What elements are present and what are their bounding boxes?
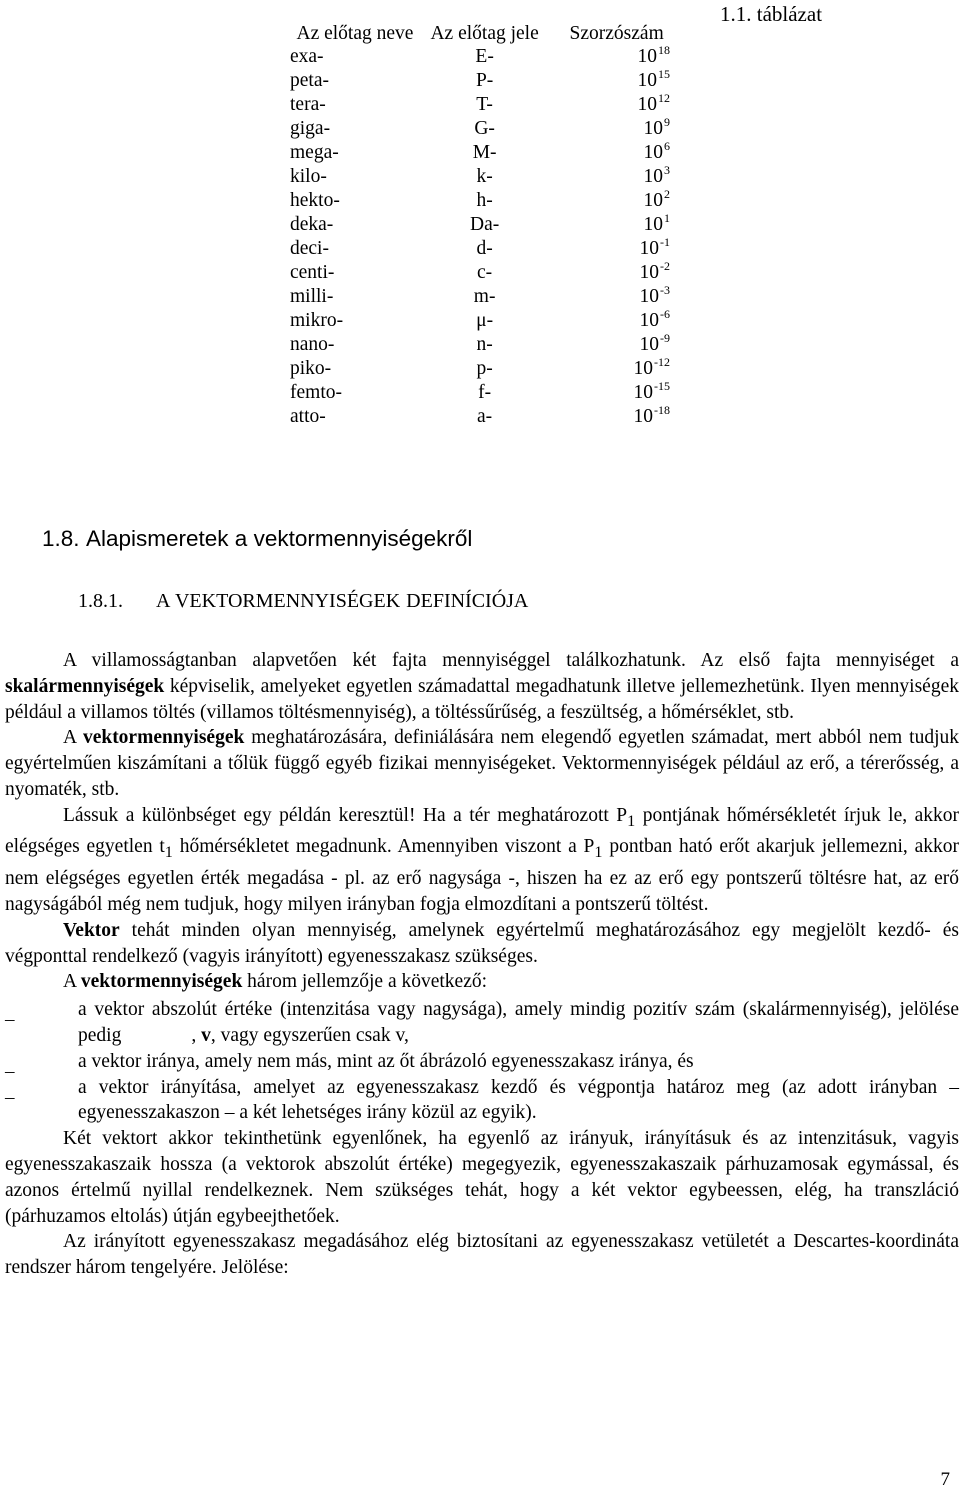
prefix-symbol: G-	[474, 118, 495, 139]
p3-subscript-1: 1	[627, 811, 636, 830]
prefix-symbol: k-	[476, 166, 493, 187]
b3-text: a vektor irányítása, amelyet az egyenesszakasz kezdő és végpontja határoz meg (az adott irányban – egyenesszakaszon – a két lehetséges irány közül az egyik).	[78, 1076, 959, 1124]
multiplier-exponent: 15	[658, 67, 670, 81]
prefix-symbol: c-	[477, 262, 493, 283]
prefix-multiplier	[549, 357, 684, 381]
b1-text-a: a vektor abszolút értéke (intenzitása vagy nagysága), amely mindig pozitív szám (skalármennyiség), jelölése pedig	[78, 999, 959, 1046]
section-title: Alapismeretek a vektormennyiségekről	[86, 526, 473, 551]
prefix-multiplier	[549, 285, 684, 309]
multiplier-base: 10	[633, 406, 653, 427]
b1-text-c: , vagy egyszerűen csak v,	[210, 1024, 409, 1046]
prefix-multiplier	[549, 93, 684, 117]
prefix-table-body	[278, 45, 684, 429]
multiplier-exponent: -3	[660, 283, 670, 297]
multiplier-exponent: 1	[664, 211, 670, 225]
p5-text-a: A	[63, 971, 81, 993]
prefix-name: piko-	[290, 358, 332, 379]
b1-vector-symbol: v	[201, 1024, 211, 1046]
table-row	[278, 381, 684, 405]
multiplier-exponent: 6	[664, 139, 670, 153]
multiplier-exponent: -2	[660, 259, 670, 273]
list-item	[5, 997, 959, 1049]
table-row	[278, 117, 684, 141]
table-row	[278, 141, 684, 165]
multiplier-exponent: -1	[660, 235, 670, 249]
multiplier-base: 10	[633, 382, 653, 403]
p3-subscript-3: 1	[594, 843, 603, 862]
prefix-name: giga-	[290, 118, 331, 139]
prefix-symbol: m-	[473, 286, 496, 307]
p3-subscript-2: 1	[164, 843, 173, 862]
header-prefix-name: Az előtag neve	[296, 23, 414, 44]
multiplier-base: 10	[643, 214, 663, 235]
prefix-symbol: a-	[477, 406, 493, 427]
prefix-multiplier	[549, 381, 684, 405]
multiplier-base: 10	[639, 310, 659, 331]
p1-term-scalar: skalármennyiségek	[5, 675, 165, 697]
p4-text-b: tehát minden olyan mennyiség, amelynek egyértelmű meghatározásához egy megjelölt kezdő- és végponttal rendelkező (vagyis irányított) egyenesszakasz szükséges.	[5, 919, 959, 967]
multiplier-exponent: -12	[654, 355, 670, 369]
table-header-row	[278, 22, 684, 45]
subsection-heading	[78, 590, 528, 613]
bullet-dash: –	[5, 1086, 15, 1108]
table-row	[278, 93, 684, 117]
multiplier-base: 10	[637, 70, 657, 91]
prefix-multiplier	[549, 237, 684, 261]
b2-text: a vektor iránya, amely nem más, mint az őt ábrázoló egyenesszakasz iránya, és	[78, 1050, 694, 1072]
table-row	[278, 165, 684, 189]
multiplier-exponent: -9	[660, 331, 670, 345]
table-row	[278, 45, 684, 69]
multiplier-base: 10	[633, 358, 653, 379]
prefix-multiplier	[549, 117, 684, 141]
multiplier-exponent: 3	[664, 163, 670, 177]
table-row	[278, 237, 684, 261]
prefix-multiplier	[549, 405, 684, 429]
prefix-name: hekto-	[290, 190, 340, 211]
multiplier-base: 10	[643, 118, 663, 139]
prefix-multiplier	[549, 69, 684, 93]
p2-text-a: A	[63, 727, 83, 749]
prefix-name: deka-	[290, 214, 334, 235]
multiplier-base: 10	[643, 166, 663, 187]
list-item	[5, 1075, 959, 1127]
table-row	[278, 285, 684, 309]
prefix-name: tera-	[290, 94, 326, 115]
p1-text-c: képviselik, amelyeket egyetlen számadattal megadhatunk illetve jellemezhetünk. Ilyen mennyiségek például a villamos töltés (villamos töltésmennyiség), a töltéssűrűség, a feszültség, a hőmérséklet, stb.	[5, 675, 959, 723]
multiplier-base: 10	[637, 46, 657, 67]
p3-text-d: pontban ható erőt akarjuk jellemezni, akkor nem elégséges egyetlen érték megadása - pl. az erő nagysága -, hiszen ha ez az erő egy pontszerű töltésre hat, az erő nagyságából még nem tudjuk, hogy milyen irányban fogja elmozdítani a pontszerű töltést.	[5, 836, 959, 915]
subsection-number: 1.8.1.	[78, 590, 123, 612]
paragraph-3	[5, 803, 959, 918]
paragraph-1	[5, 648, 959, 725]
prefix-name: mega-	[290, 142, 339, 163]
subsection-title: A VEKTORMENNYISÉGEK DEFINÍCIÓJA	[156, 590, 529, 612]
prefix-name: nano-	[290, 334, 335, 355]
multiplier-exponent: 18	[658, 43, 670, 57]
p4-term-vector: Vektor	[63, 919, 120, 941]
table-row	[278, 405, 684, 429]
p5-text-c: három jellemzője a következő:	[242, 971, 488, 993]
prefix-name: deci-	[290, 238, 329, 259]
b1-text-b: ,	[191, 1024, 202, 1046]
header-prefix-symbol: Az előtag jele	[430, 23, 539, 44]
p3-text-c: hőmérsékletet megadnunk. Amennyiben viszont a P	[172, 836, 595, 858]
multiplier-base: 10	[639, 238, 659, 259]
prefix-symbol: n-	[476, 334, 493, 355]
table-row	[278, 189, 684, 213]
prefix-symbol: f-	[478, 382, 492, 403]
table-row	[278, 357, 684, 381]
prefix-symbol: M-	[472, 142, 497, 163]
list-item	[5, 1049, 959, 1082]
table-row	[278, 69, 684, 93]
prefix-multiplier	[549, 45, 684, 69]
paragraph-7: Az irányított egyenesszakasz megadásához elég biztosítani az egyenesszakasz vetületét a Descartes-koordináta rendszer három tengelyére. Jelölése:	[5, 1231, 959, 1279]
multiplier-base: 10	[639, 262, 659, 283]
page-number: 7	[940, 1469, 950, 1490]
multiplier-exponent: -18	[654, 403, 670, 417]
p2-text-c: meghatározására, definiálására nem elegendő egyetlen számadat, mert abból nem tudjuk egyértelműen kiszámítani a tőlük függő egyéb fizikai mennyiségeket. Vektormennyiségek például az erő, a térerősség, a nyomaték, stb.	[5, 727, 959, 800]
prefix-multiplier	[549, 333, 684, 357]
prefix-name: exa-	[290, 46, 324, 67]
prefix-name: femto-	[290, 382, 342, 403]
multiplier-base: 10	[639, 334, 659, 355]
multiplier-base: 10	[639, 286, 659, 307]
section-heading	[42, 526, 472, 552]
paragraph-2	[5, 725, 959, 802]
multiplier-exponent: 9	[664, 115, 670, 129]
multiplier-exponent: -6	[660, 307, 670, 321]
prefix-symbol: d-	[476, 238, 493, 259]
p5-term-vector: vektormennyiségek	[80, 971, 243, 993]
prefix-name: centi-	[290, 262, 335, 283]
prefix-symbol: E-	[475, 46, 494, 67]
paragraph-5	[5, 969, 959, 995]
body-text	[5, 648, 959, 1281]
vector-properties-list	[5, 997, 959, 1126]
table-caption: 1.1. táblázat	[720, 2, 823, 26]
p2-term-vector: vektormennyiségek	[82, 727, 245, 749]
prefix-symbol: h-	[476, 190, 493, 211]
prefix-symbol: T-	[476, 94, 493, 115]
table-row	[278, 309, 684, 333]
prefix-multiplier	[549, 261, 684, 285]
p3-text-a: Lássuk a különbséget egy példán keresztül! Ha a tér meghatározott P	[63, 804, 628, 826]
multiplier-base: 10	[637, 94, 657, 115]
multiplier-exponent: 2	[664, 187, 670, 201]
prefix-multiplier	[549, 213, 684, 237]
multiplier-base: 10	[643, 190, 663, 211]
prefix-multiplier	[549, 189, 684, 213]
header-multiplier: Szorzószám	[569, 23, 664, 44]
p1-text-a: A villamosságtanban alapvetően két fajta mennyiséggel találkozhatunk. Az első fajta mennyiséget a	[63, 650, 959, 671]
prefix-name: atto-	[290, 406, 326, 427]
p3-text-b: pontjának hőmérsékletét írjuk le, akkor elégséges egyetlen t	[5, 804, 959, 858]
prefix-name: mikro-	[290, 310, 344, 331]
paragraph-4	[5, 918, 959, 970]
prefix-symbol: μ-	[476, 310, 494, 331]
prefix-symbol: p-	[476, 358, 493, 379]
prefix-multiplier	[549, 309, 684, 333]
multiplier-exponent: 12	[658, 91, 670, 105]
bullet-dash: –	[5, 1060, 15, 1082]
prefix-table	[278, 22, 684, 429]
multiplier-exponent: -15	[654, 379, 670, 393]
table-row	[278, 261, 684, 285]
prefix-name: kilo-	[290, 166, 327, 187]
section-number: 1.8.	[42, 526, 80, 551]
bullet-dash: –	[5, 1009, 15, 1031]
multiplier-base: 10	[643, 142, 663, 163]
paragraph-6: Két vektort akkor tekinthetünk egyenlőnek, ha egyenlő az irányuk, irányításuk és az intenzitásuk, vagyis egyenesszakaszaik hossza (a vektorok abszolút értéke) megegyezik, egyenesszakaszaik párhuzamosak egymással, és azonos értelmű nyillal rendelkeznek. Nem szükséges tehát, hogy a két vektor egybeessen, elég, ha transzláció (párhuzamos eltolás) útján egybeejthetőek.	[5, 1128, 959, 1227]
prefix-name: milli-	[290, 286, 334, 307]
prefix-symbol: Da-	[470, 214, 500, 235]
table-row	[278, 213, 684, 237]
prefix-name: peta-	[290, 70, 329, 91]
prefix-multiplier	[549, 141, 684, 165]
prefix-symbol: P-	[475, 70, 494, 91]
table-row	[278, 333, 684, 357]
prefix-multiplier	[549, 165, 684, 189]
